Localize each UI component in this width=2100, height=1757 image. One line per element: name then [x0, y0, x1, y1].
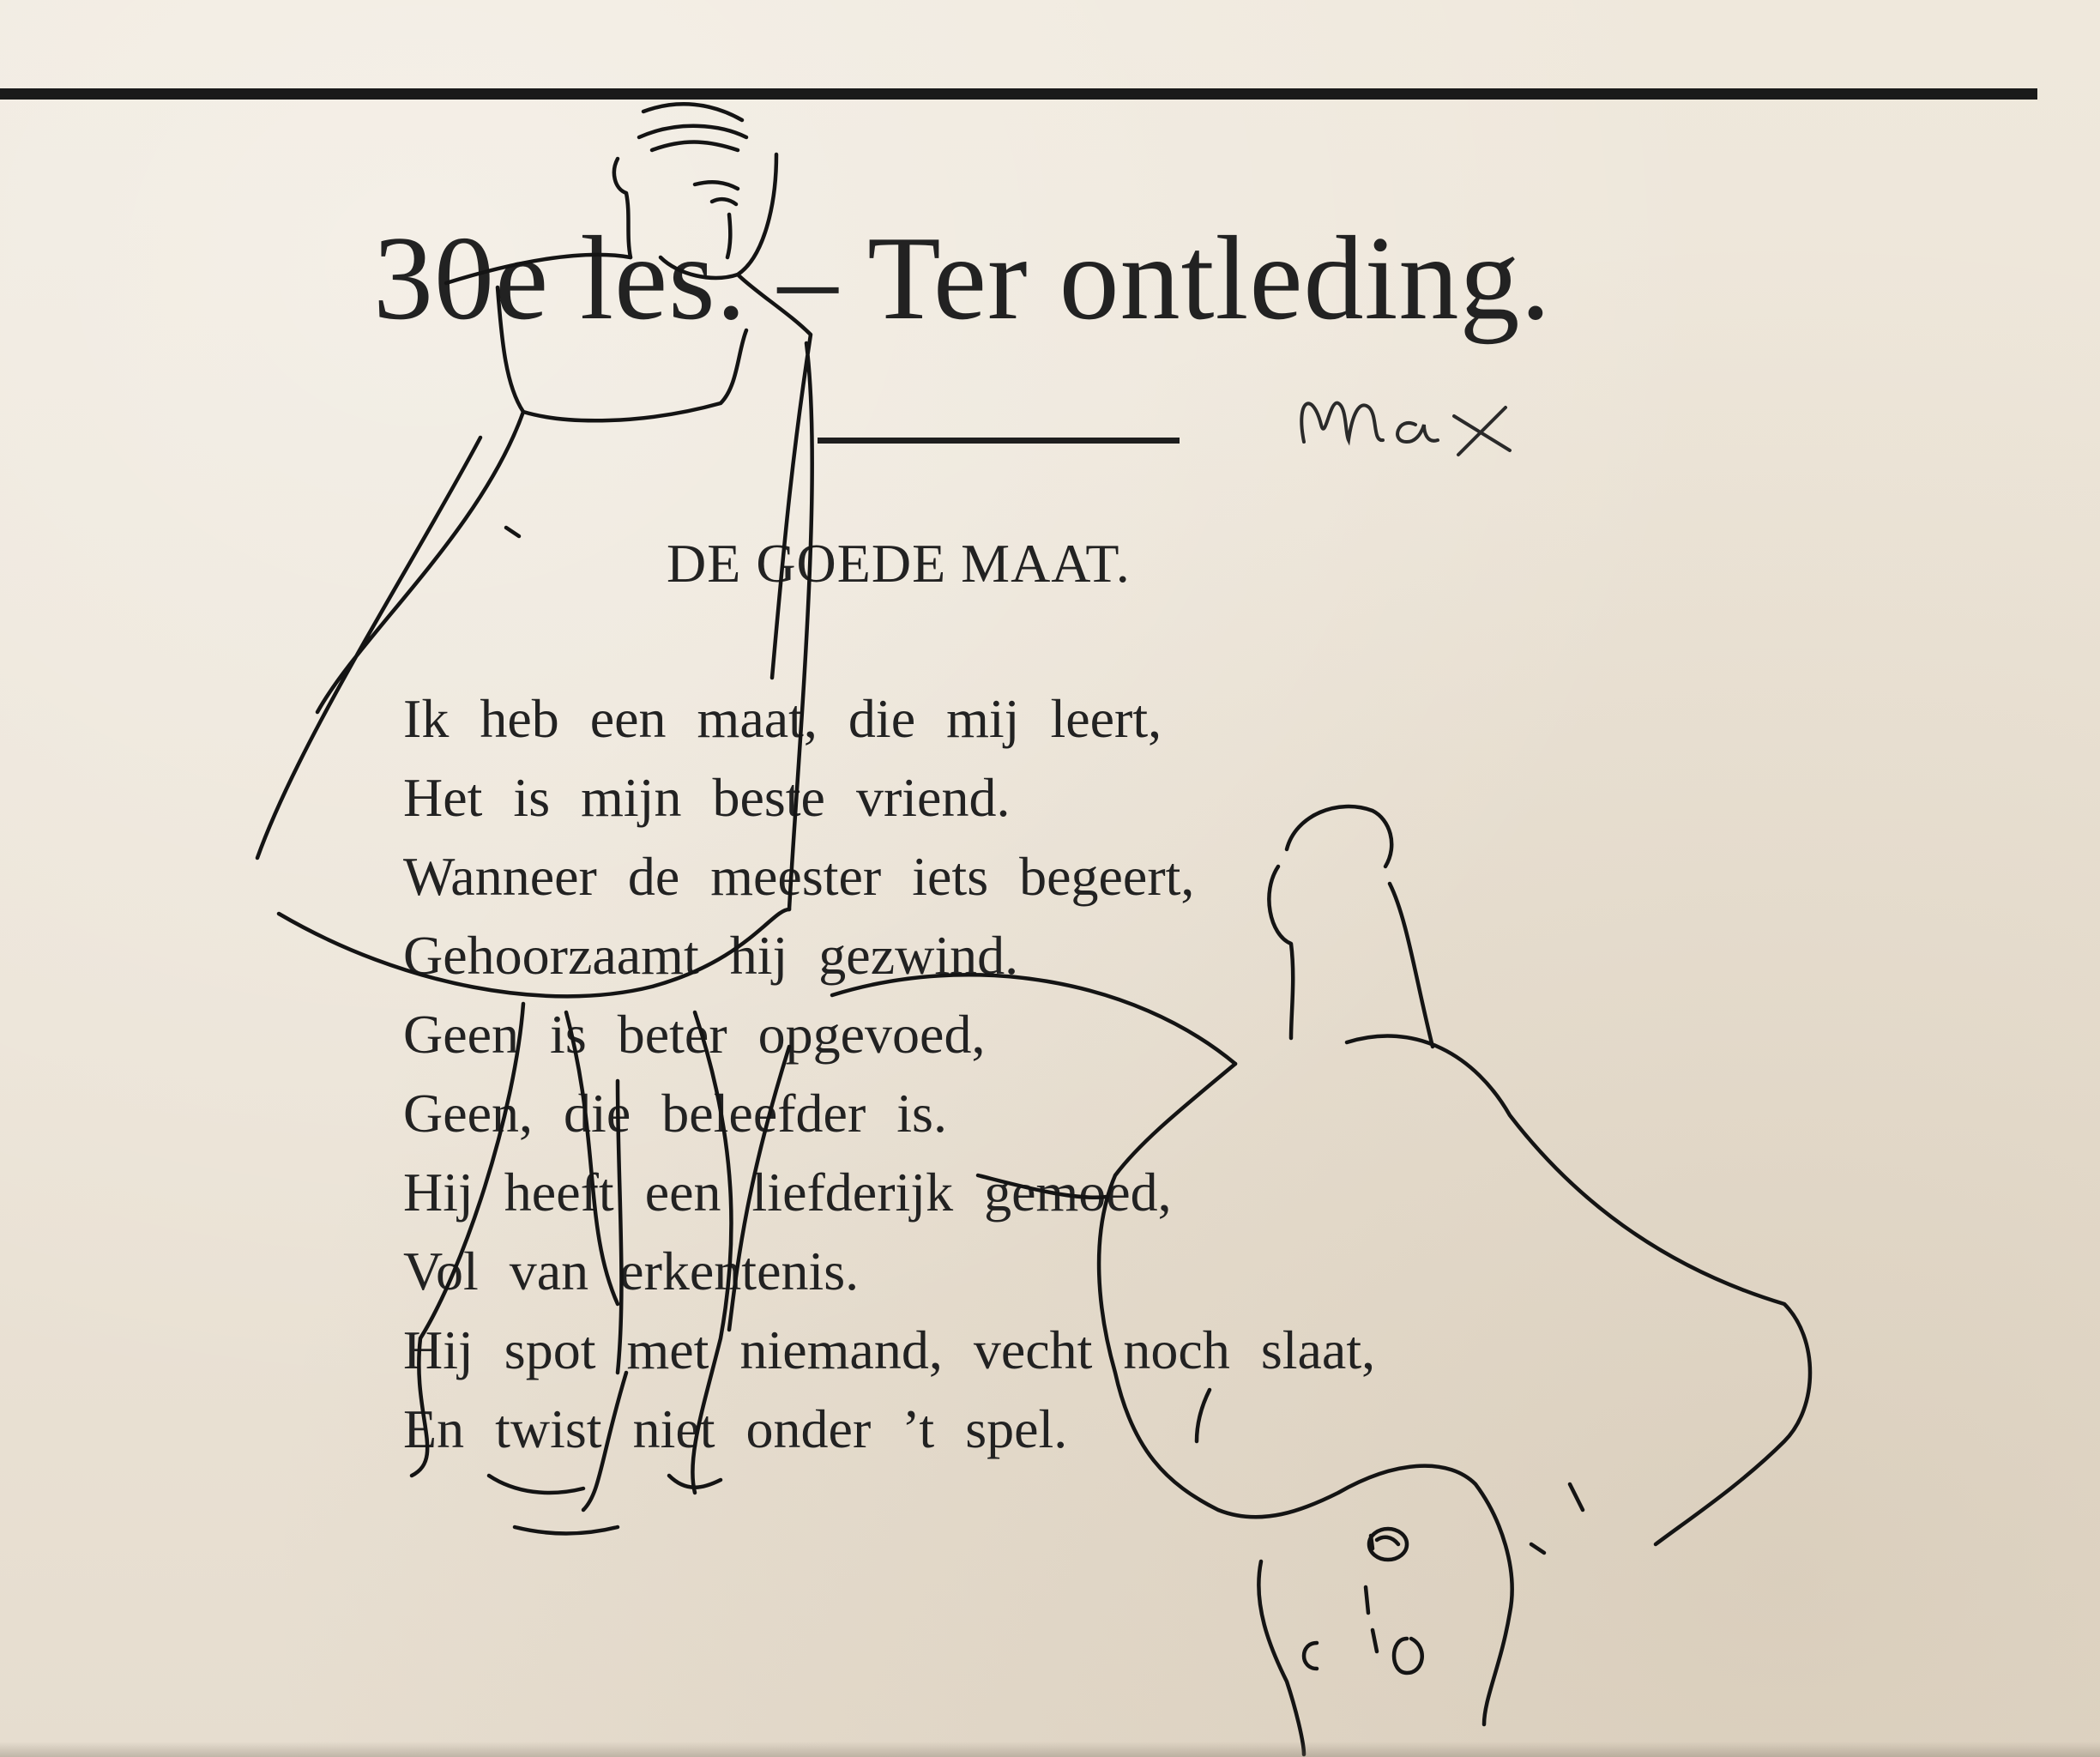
sketch-figure2-eye — [1369, 1529, 1407, 1560]
poem-line: Gehoorzaamt hij gezwind. — [403, 925, 1019, 986]
sketch-figure2-mouth-left — [1304, 1643, 1317, 1669]
poem-line: En twist niet onder ’t spel. — [403, 1398, 1068, 1459]
sketch-figure-feet — [489, 1476, 721, 1534]
sketch-figure-tick — [506, 528, 519, 536]
sketch-figure2-eye-detail — [1371, 1536, 1398, 1549]
sketch-figure-hair — [639, 104, 746, 150]
poem-line: Ik heb een maat, die mij leert, — [403, 688, 1162, 749]
poem-line: Vol van erkentenis. — [403, 1241, 860, 1301]
handwritten-signature — [1287, 365, 1544, 468]
lesson-title: 30e les. – Ter ontleding. — [373, 212, 1552, 345]
sketch-figure2-hand — [1531, 1484, 1583, 1553]
sketch-figure2-nose — [1366, 1587, 1368, 1613]
poem-heading: DE GOEDE MAAT. — [667, 533, 1131, 594]
poem-line: Hij heeft een liefderijk gemoed, — [403, 1162, 1172, 1223]
title-divider — [818, 438, 1180, 444]
sketch-figure2-face — [1258, 1561, 1304, 1754]
sketch-figure2-mouth-right — [1394, 1639, 1422, 1673]
poem-line: Geen is beter opgevoed, — [403, 1004, 986, 1065]
sketch-figure2-mark — [1373, 1630, 1377, 1651]
poem-line: Geen, die beleefder is. — [403, 1083, 947, 1144]
poem-line: Hij spot met niemand, vecht noch slaat, — [403, 1319, 1376, 1380]
poem-text — [403, 679, 1375, 1469]
poem-line: Wanneer de meester iets begeert, — [403, 846, 1195, 907]
top-rule — [0, 88, 2037, 100]
poem-line: Het is mijn beste vriend. — [403, 767, 1011, 828]
page-bottom-edge — [0, 1742, 2100, 1757]
